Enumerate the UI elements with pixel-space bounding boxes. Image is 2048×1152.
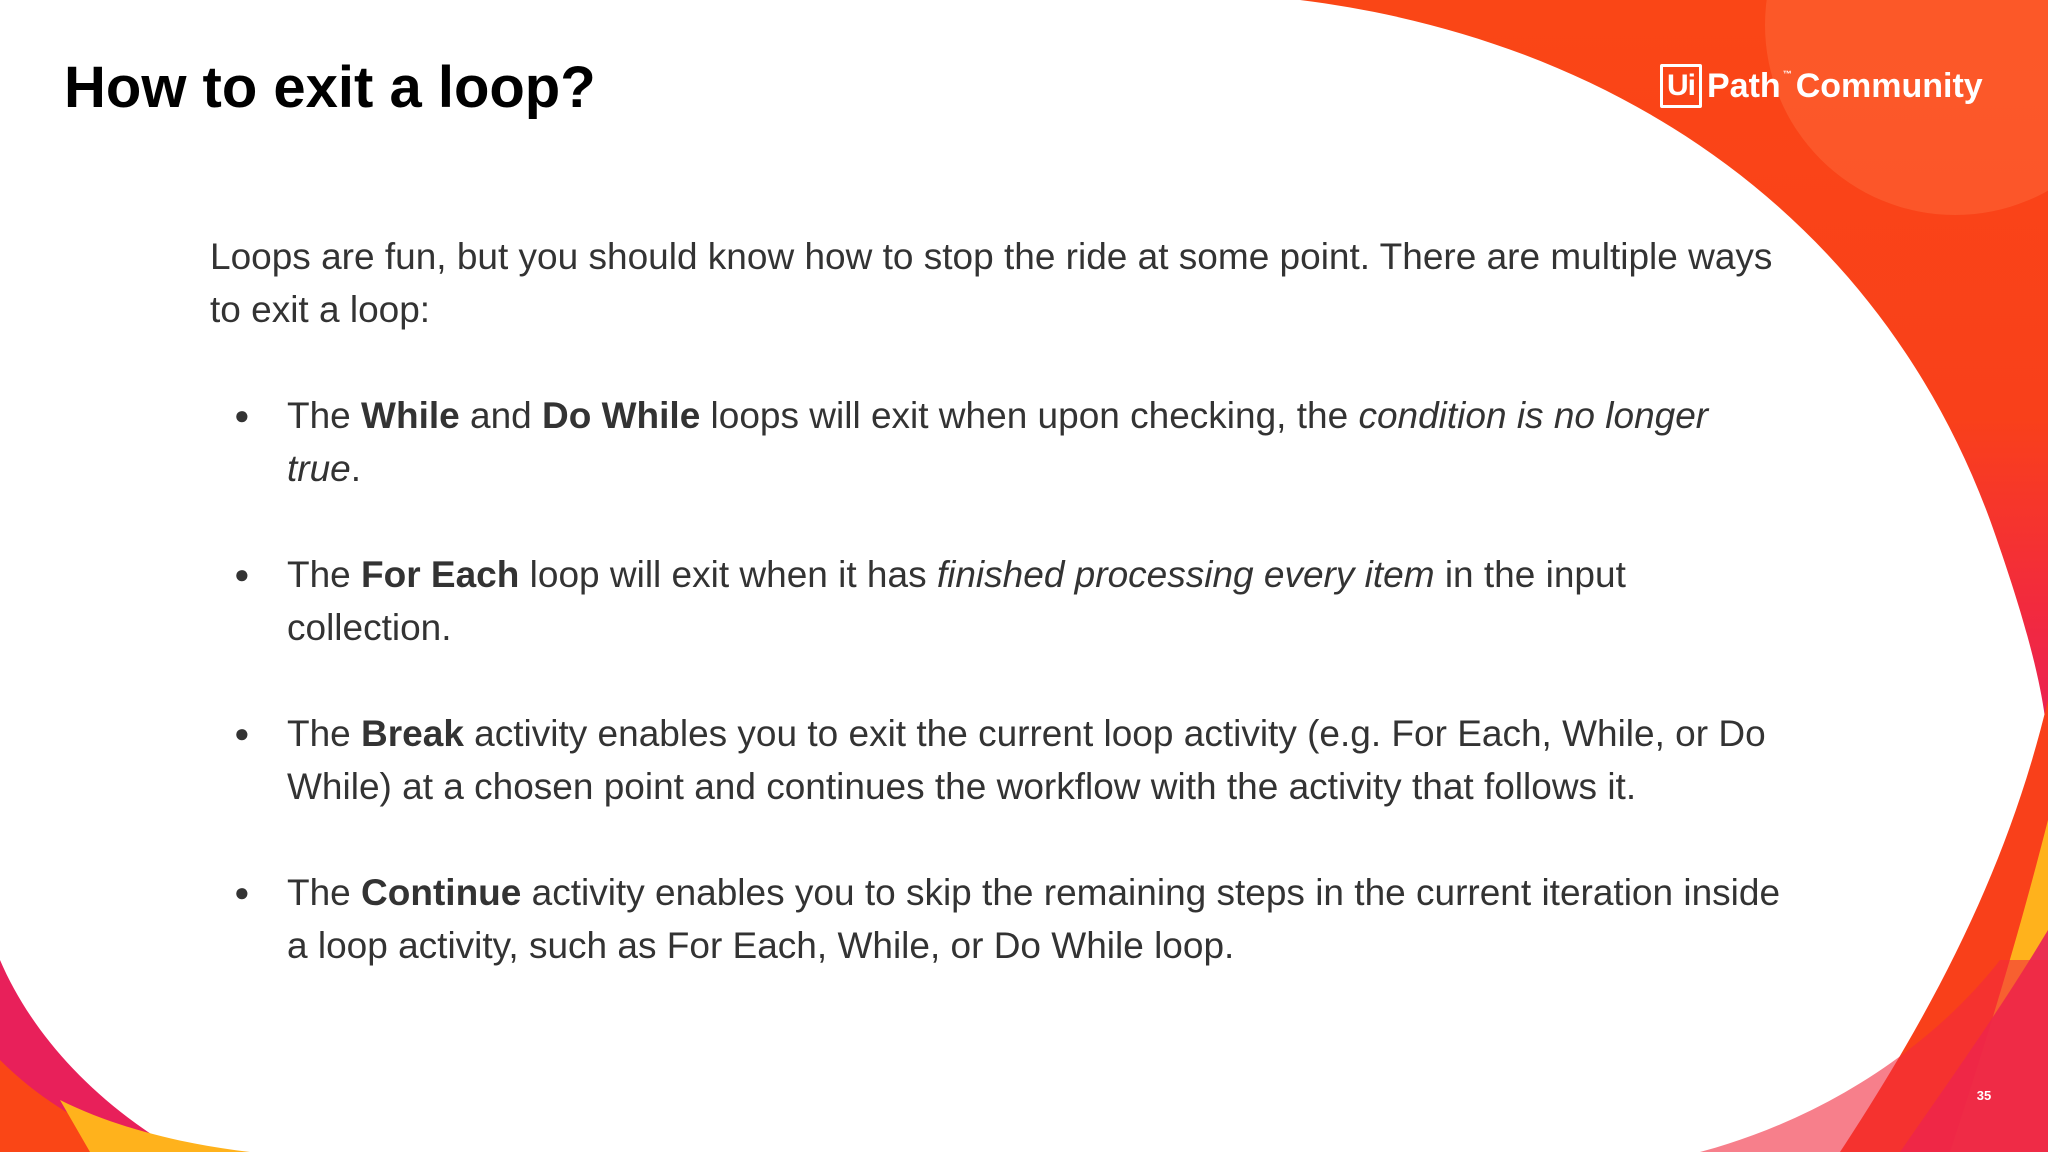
bullet-text: The	[287, 395, 362, 436]
bullet-item-continue	[210, 866, 1790, 972]
bullet-text: .	[350, 448, 362, 489]
bullet-dot-icon: ●	[234, 400, 250, 430]
bullet-text: in the input collection.	[287, 554, 1626, 648]
page-number: 35	[1976, 1088, 1992, 1103]
bullet-list	[210, 389, 1790, 972]
bullet-item-for-each	[210, 548, 1790, 654]
bullet-text: activity enables you to exit the current loop activity (e.g. For Each, While, or Do While) at a chosen point and continues the workflow with the activity that follows it.	[287, 713, 1766, 807]
bullet-text: The	[287, 872, 362, 913]
bullet-text: loop will exit when it has	[519, 554, 937, 595]
bullet-dot-icon: ●	[234, 877, 250, 907]
bullet-bold: For Each	[361, 554, 520, 595]
logo-path-text: Path	[1707, 66, 1781, 105]
bullet-dot-icon: ●	[234, 718, 250, 748]
bullet-item-while	[210, 389, 1790, 495]
bullet-text: loops will exit when upon checking, the	[700, 395, 1359, 436]
logo-community-text: Community	[1795, 66, 1983, 105]
bullet-text: activity enables you to skip the remaining steps in the current iteration inside a loop activity, such as For Each, While, or Do While loop.	[287, 872, 1781, 966]
intro-paragraph: Loops are fun, but you should know how to stop the ride at some point. There are multiple ways to exit a loop:	[210, 236, 1773, 330]
bullet-text: and	[459, 395, 543, 436]
bullet-dot-icon: ●	[234, 559, 250, 589]
bullet-item-break	[210, 707, 1790, 813]
slide-title: How to exit a loop?	[64, 55, 596, 120]
bullet-text: The	[287, 713, 362, 754]
slide-body	[210, 230, 1790, 972]
bullet-italic: condition is no longer true	[287, 395, 1709, 489]
logo-trademark: ™	[1782, 69, 1792, 79]
bullet-text: The	[287, 554, 362, 595]
bullet-italic: finished processing every item	[936, 554, 1435, 595]
bullet-bold: Break	[361, 713, 464, 754]
uipath-community-logo	[1660, 60, 1983, 112]
bullet-bold: While	[361, 395, 460, 436]
bullet-bold: Continue	[361, 872, 522, 913]
logo-ui-box: Ui	[1660, 64, 1702, 108]
bullet-bold: Do While	[542, 395, 701, 436]
